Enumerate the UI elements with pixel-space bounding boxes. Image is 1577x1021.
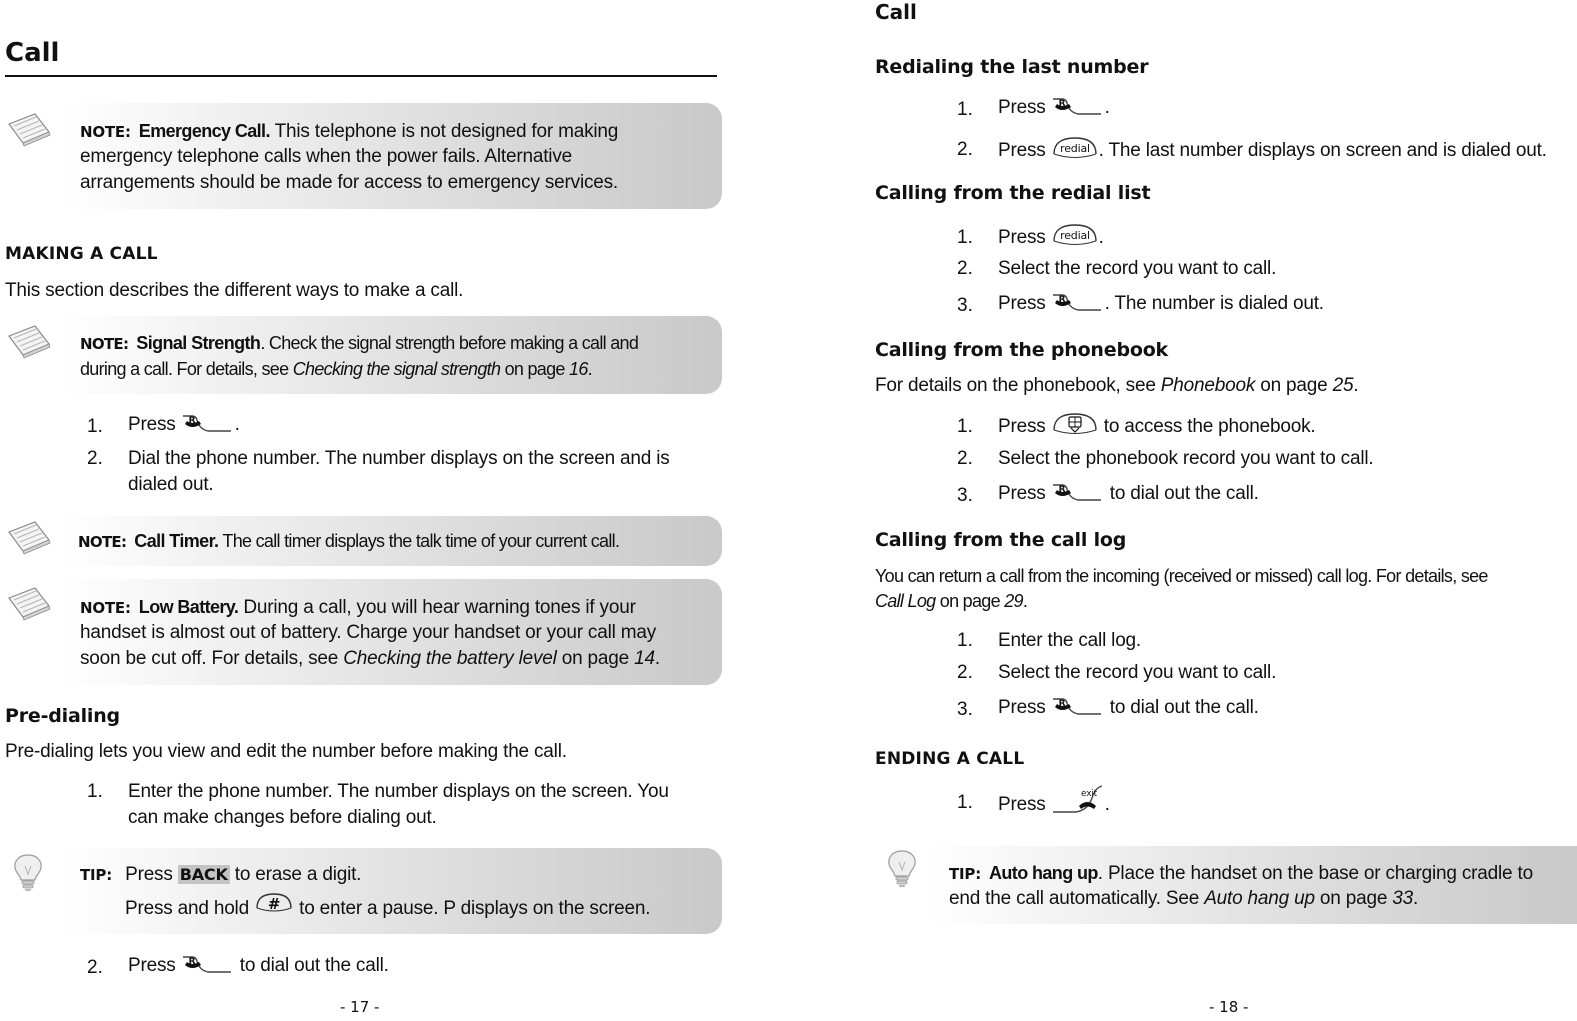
talk-key-icon [1052,697,1104,719]
making-call-intro: This section describes the different ways to make a call. [5,280,464,301]
step-number: 2. [957,258,973,279]
redial-key-icon [1052,136,1098,162]
lightbulb-icon [12,852,44,894]
step-number: 2. [87,957,103,978]
phonebook-step1: Press to access the phonebook. [998,412,1315,438]
back-key-label: BACK [179,865,228,884]
phonebook-step3: Press R to dial out the call. [998,483,1259,504]
ending-step1: Press exit . [998,784,1110,816]
note-battery-line3: soon be cut off. For details, see Checking the battery level on page 14. [80,648,660,669]
section-heading-ending-a-call: ENDING A CALL [875,749,1025,769]
subheading-call-log: Calling from the call log [875,529,1127,551]
phonebook-key-icon [1052,412,1098,438]
lightbulb-icon [886,848,918,890]
svg-text:R: R [1058,99,1066,109]
step-number: 1. [957,416,973,437]
pre-dialing-step2: Press R to dial out the call. [128,955,389,976]
note-icon [5,584,53,622]
phonebook-step2: Select the phonebook record you want to call. [998,448,1374,469]
svg-text:R: R [188,416,196,426]
note-battery-line1: NOTE: Low Battery. During a call, you will hear warning tones if your [80,597,636,618]
note-battery-line2: handset is almost out of battery. Charge your handset or your call may [80,622,657,643]
page-number: - 18 - [1209,998,1249,1016]
note-emergency-line1: NOTE: Emergency Call. This telephone is not designed for making [80,121,619,142]
subheading-phonebook: Calling from the phonebook [875,339,1168,361]
step-number: 1. [87,416,103,437]
tip-autohang-line2: end the call automatically. See Auto hang up on page 33. [949,888,1419,909]
left-page [0,0,730,1021]
page-number: - 17 - [340,998,380,1016]
step-number: 2. [87,448,103,469]
step-1-make-call: Press R . [128,414,240,435]
subheading-redial-last: Redialing the last number [875,56,1149,78]
page-title: Call [5,38,60,68]
talk-key-icon [182,955,234,977]
pre-dialing-intro: Pre-dialing lets you view and edit the number before making the call. [5,741,567,762]
call-log-step3: Press R to dial out the call. [998,697,1259,718]
pre-dialing-step1-line1: Enter the phone number. The number displays on the screen. You [128,781,669,802]
svg-text:R: R [1058,699,1066,709]
note-topic: Emergency Call. [138,121,270,141]
title-divider [5,75,717,77]
step-2-line2: dialed out. [128,474,214,495]
subheading-pre-dialing: Pre-dialing [5,705,120,727]
note-label: NOTE: [80,123,131,141]
svg-text:redial: redial [1059,142,1090,155]
note-icon [5,110,53,148]
step-number: 3. [957,699,973,720]
step-number: 2. [957,139,973,160]
tip-autohang-line1: TIP: Auto hang up. Place the handset on the base or charging cradle to [949,863,1533,884]
step-number: 1. [957,99,973,120]
right-page [870,0,1577,1021]
talk-key-icon [1052,97,1104,119]
step-number: 2. [957,448,973,469]
step-2-line1: Dial the phone number. The number displays on the screen and is [128,448,670,469]
tip-back-line1: TIP: Press BACK to erase a digit. [80,864,362,885]
phonebook-intro: For details on the phonebook, see Phonebook on page 25. [875,375,1359,396]
note-emergency-line2: emergency telephone calls when the power fails. Alternative [80,146,572,167]
pound-key-icon [255,892,293,920]
svg-text:R: R [1058,485,1066,495]
step-number: 1. [957,630,973,651]
svg-text:R: R [188,957,196,967]
redial-list-step2: Select the record you want to call. [998,258,1277,279]
redial-key-icon [1052,223,1098,249]
talk-key-icon [1052,483,1104,505]
note-signal-line2: during a call. For details, see Checking the signal strength on page 16. [80,359,592,379]
redial-last-step2: Press redial . The last number displays on screen and is dialed out. [998,136,1547,162]
note-signal-line1: NOTE: Signal Strength. Check the signal strength before making a call and [80,333,639,353]
note-icon [5,518,53,556]
section-heading-making-a-call: MAKING A CALL [5,244,158,264]
call-log-intro-line2: Call Log on page 29. [875,591,1028,611]
talk-key-icon [1052,293,1104,315]
step-number: 2. [957,662,973,683]
svg-text:redial: redial [1059,229,1090,242]
step-number: 1. [87,781,103,802]
pre-dialing-step1-line2: can make changes before dialing out. [128,807,437,828]
step-number: 1. [957,227,973,248]
tip-back-line2: Press and hold # to enter a pause. P displays on the screen. [125,892,650,922]
redial-list-step1: Press redial . [998,223,1104,249]
talk-key-icon [182,414,234,436]
step-number: 1. [957,792,973,813]
end-key-icon [1052,784,1104,814]
step-number: 3. [957,295,973,316]
subheading-redial-list: Calling from the redial list [875,182,1151,204]
note-emergency-line3: arrangements should be made for access to emergency services. [80,172,619,193]
note-timer-text: NOTE: Call Timer. The call timer displays the talk time of your current call. [78,531,620,551]
redial-list-step3: Press R . The number is dialed out. [998,293,1324,314]
note-icon [5,322,53,360]
running-header: Call [875,0,917,24]
svg-text:exit: exit [1080,789,1097,799]
redial-last-step1: Press R . [998,97,1110,118]
call-log-step1: Enter the call log. [998,630,1142,651]
svg-text:#: # [267,895,281,913]
call-log-step2: Select the record you want to call. [998,662,1277,683]
call-log-intro-line1: You can return a call from the incoming (received or missed) call log. For details, see [875,566,1488,586]
svg-text:R: R [1058,295,1066,305]
step-number: 3. [957,485,973,506]
